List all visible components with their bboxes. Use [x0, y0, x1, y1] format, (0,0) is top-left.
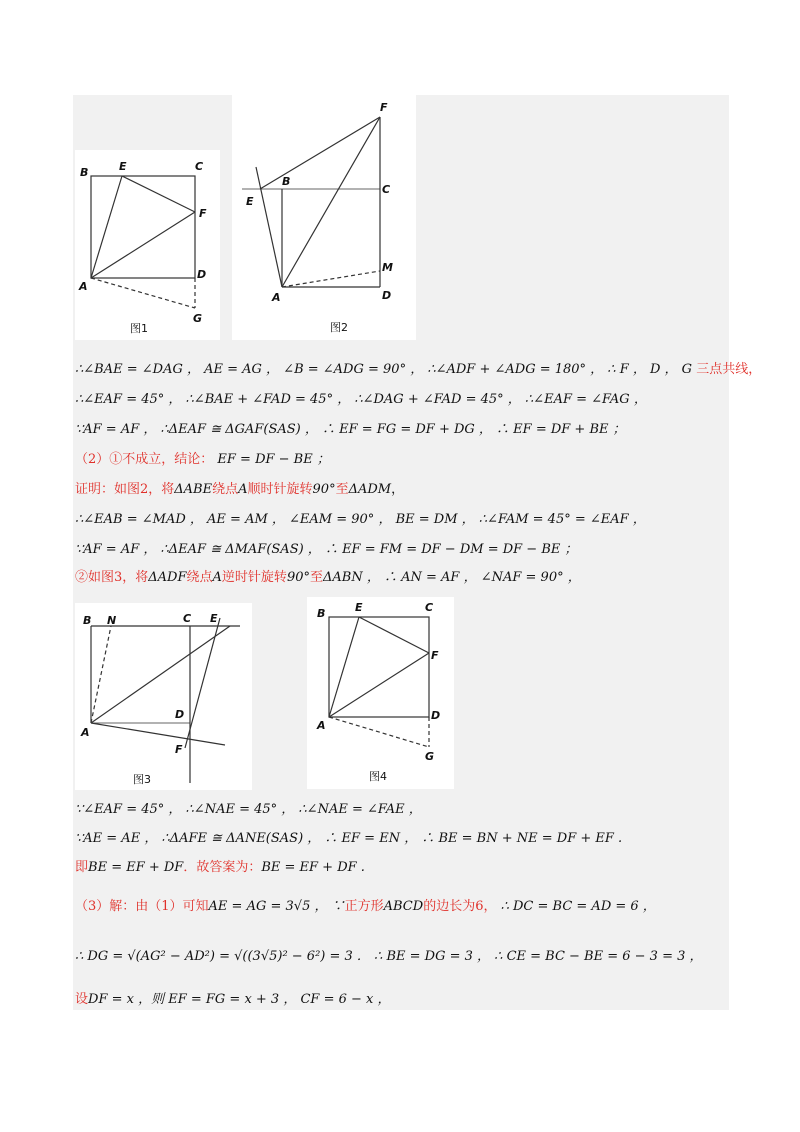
fig2-label-c: C	[382, 183, 391, 196]
text-line-13: ∴ DG = √(AG² − AD²) = √((3√5)² − 6²) = 3 ． ∴ BE = DG = 3 ， ∴ CE = BC − BE = 6 − 3 = 3 ，	[75, 949, 703, 964]
fig2-label-e: E	[246, 195, 254, 208]
fig1-label-b: B	[80, 166, 89, 179]
text-line-12: （3）解：由（1）可知AE = AG = 3√5 ， ∵正方形ABCD的边长为6， ∴ DC = BC = AD = 6 ，	[75, 899, 656, 914]
text-line-2: ∴∠EAF = 45° ， ∴∠BAE + ∠FAD = 45° ， ∴∠DAG + ∠FAD = 45° ， ∴∠EAF = ∠FAG ，	[75, 392, 647, 407]
fig1-label-g: G	[193, 312, 203, 325]
fig3-label-e: E	[210, 612, 218, 625]
fig2-caption: 图2	[330, 321, 348, 334]
fig1-label-f: F	[199, 207, 207, 220]
text-line-3: ∵AF = AF ， ∴ΔEAF ≅ ΔGAF(SAS) ， ∴ EF = FG = DF + DG ， ∴ EF = DF + BE ；	[75, 422, 626, 437]
fig4-label-f: F	[431, 649, 439, 662]
text-line-8: ②如图3，将ΔADF绕点A逆时针旋转90°至ΔABN ， ∴ AN = AF ， ∠NAF = 90° ，	[75, 570, 581, 585]
fig4-label-b: B	[317, 607, 326, 620]
fig4-label-a: A	[317, 719, 326, 732]
text-line-7: ∵AF = AF ， ∴ΔEAF ≅ ΔMAF(SAS) ， ∴ EF = FM = DF − DM = DF − BE ；	[75, 542, 578, 557]
figure-4-diagram	[307, 597, 454, 789]
figure-1-diagram	[75, 150, 220, 340]
text-line-5: 证明：如图2，将ΔABE绕点A顺时针旋转90°至ΔADM，	[75, 482, 405, 497]
text-line-14: 设DF = x ，则 EF = FG = x + 3 ， CF = 6 − x ，	[75, 992, 391, 1007]
fig2-label-d: D	[382, 289, 392, 302]
figure-2-diagram	[232, 95, 416, 340]
fig2-label-b: B	[282, 175, 291, 188]
figure-1	[75, 150, 220, 340]
figure-2	[232, 95, 416, 340]
fig4-caption: 图4	[369, 770, 387, 783]
fig3-label-d: D	[175, 708, 185, 721]
fig2-label-m: M	[382, 261, 393, 274]
fig3-label-b: B	[83, 614, 92, 627]
figure-4	[307, 597, 454, 789]
fig3-label-f: F	[175, 743, 183, 756]
fig4-label-e: E	[355, 601, 363, 614]
text-line-4: （2）①不成立，结论： EF = DF − BE ；	[75, 452, 330, 467]
fig1-label-d: D	[197, 268, 207, 281]
figure-3	[75, 603, 252, 790]
fig2-label-f: F	[380, 101, 388, 114]
fig1-caption: 图1	[130, 322, 148, 335]
fig4-label-d: D	[431, 709, 441, 722]
fig1-label-e: E	[119, 160, 127, 173]
figure-3-diagram	[75, 603, 252, 790]
fig1-label-c: C	[195, 160, 204, 173]
fig1-label-a: A	[79, 280, 88, 293]
fig3-label-n: N	[107, 614, 117, 627]
fig3-caption: 图3	[133, 773, 151, 786]
text-line-1: ∴∠BAE = ∠DAG ， AE = AG ， ∠B = ∠ADG = 90° ， ∴∠ADF + ∠ADG = 180° ， ∴ F ， D ， G 三点共线，	[75, 362, 762, 377]
fig3-label-c: C	[183, 612, 192, 625]
fig4-label-c: C	[425, 601, 434, 614]
text-line-9: ∵∠EAF = 45° ， ∴∠NAE = 45° ， ∴∠NAE = ∠FAE ，	[75, 802, 422, 817]
text-line-10: ∵AE = AE ， ∴ΔAFE ≅ ΔANE(SAS) ， ∴ EF = EN ， ∴ BE = BN + NE = DF + EF .	[75, 831, 623, 846]
text-line-6: ∴∠EAB = ∠MAD ， AE = AM ， ∠EAM = 90° ， BE = DM ， ∴∠FAM = 45° = ∠EAF ，	[75, 512, 646, 527]
text-line-11: 即BE = EF + DF．故答案为：BE = EF + DF .	[75, 860, 365, 875]
fig2-label-a: A	[272, 291, 281, 304]
fig3-label-a: A	[81, 726, 90, 739]
fig4-label-g: G	[425, 750, 435, 763]
